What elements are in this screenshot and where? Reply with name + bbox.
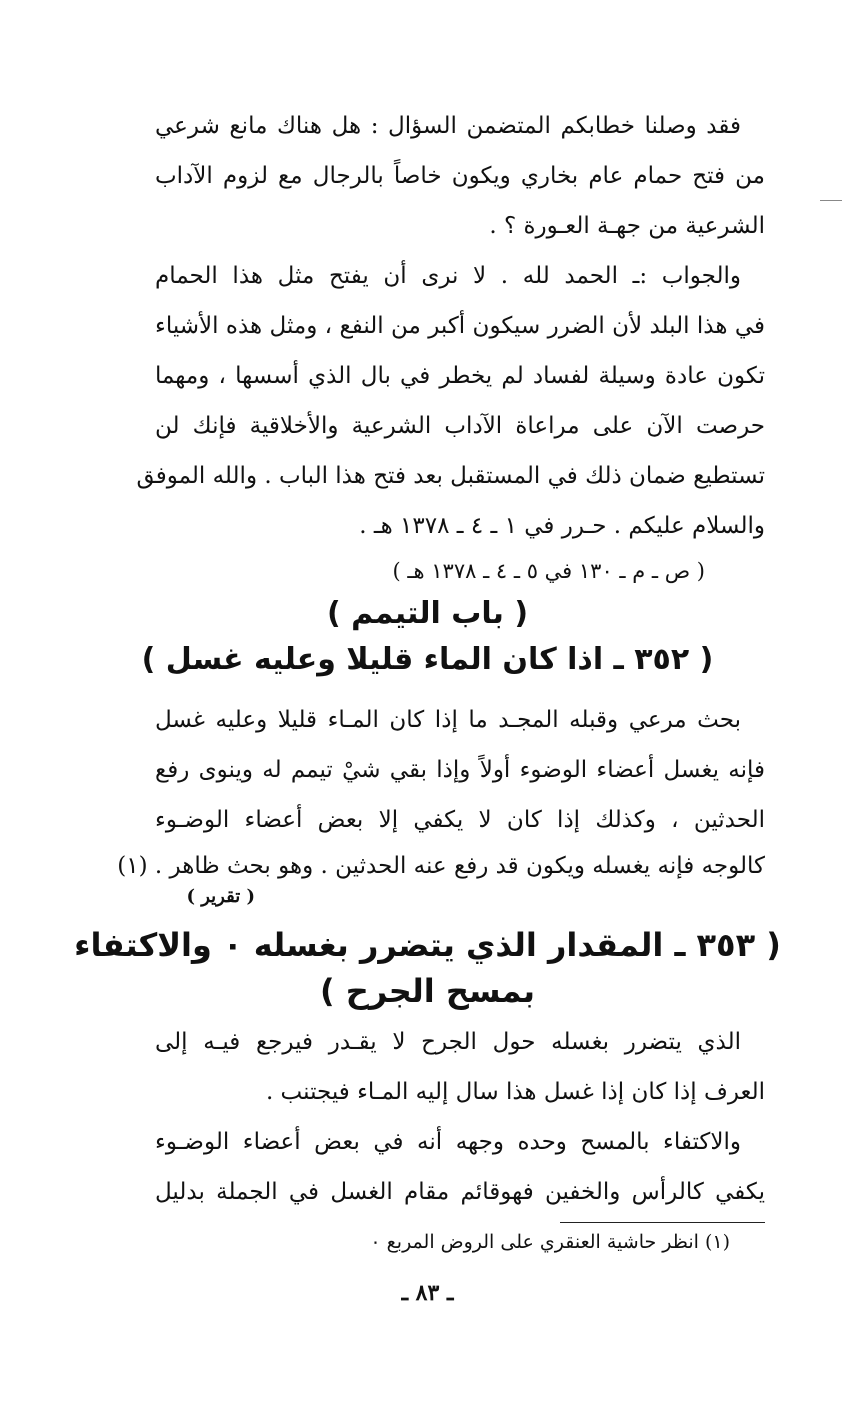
section-353-title: ( ٣٥٣ ـ المقدار الذي يتضرر بغسله ٠ والاكتفاء [74,926,781,964]
body-line: من فتح حمام عام بخاري ويكون خاصاً بالرجال مع لزوم الآداب [155,163,765,189]
chapter-title: ( باب التيمم ) [326,596,529,631]
footnote-separator [560,1222,765,1223]
body-line: تكون عادة وسيلة لفساد لم يخطر في بال الذي أسسها ، ومهما [155,363,765,389]
body-line: الحدثين ، وكذلك إذا كان لا يكفي إلا بعض أعضاء الوضـوء [155,807,765,833]
section-352-title: ( ٣٥٢ ـ اذا كان الماء قليلا وعليه غسل ) [141,642,714,677]
body-line: فقد وصلنا خطابكم المتضمن السؤال : هل هناك مانع شرعي [155,113,741,139]
body-line: العرف إذا كان إذا غسل هذا سال إليه المـاء فيجتنب . [265,1079,765,1105]
body-line: تستطيع ضمان ذلك في المستقبل بعد فتح هذا الباب . والله الموفق [136,463,765,489]
body-line: فإنه يغسل أعضاء الوضوء أولاً وإذا بقي شيْ تيمم له وينوى رفع [155,757,765,783]
body-line: والاكتفاء بالمسح وحده وجهه أنه في بعض أعضاء الوضـوء [155,1129,741,1155]
body-line: في هذا البلد لأن الضرر سيكون أكبر من النفع ، ومثل هذه الأشياء [155,313,765,339]
footnote: (١) انظر حاشية العنقري على الروض المربع ٠ [370,1231,730,1253]
reference-note: ( ص ـ م ـ ١٣٠ في ٥ ـ ٤ ـ ١٣٧٨ هـ ) [392,559,705,583]
body-line: والجواب :ـ الحمد لله . لا نرى أن يفتح مثل هذا الحمام [155,263,741,289]
body-line: الذي يتضرر بغسله حول الجرح لا يقـدر فيرجع فيـه إلى [155,1029,741,1055]
margin-mark [820,200,842,201]
body-line: والسلام عليكم . حـرر في ١ ـ ٤ ـ ١٣٧٨ هـ . [359,513,765,539]
body-line: يكفي كالرأس والخفين فهوقائم مقام الغسل في الجملة بدليل [155,1179,765,1205]
body-line: حرصت الآن على مراعاة الآداب الشرعية والأخلاقية فإنك لن [155,413,765,439]
taqrir-label: ( تقرير ) [186,886,255,907]
section-353-title-continued: بمسح الجرح ) [319,972,535,1010]
body-line: كالوجه فإنه يغسله ويكون قد رفع عنه الحدثين . وهو بحث ظاهر . (١) [117,853,765,879]
body-line: بحث مرعي وقبله المجـد ما إذا كان المـاء قليلا وعليه غسل [155,707,741,733]
page-number: ـ ٨٣ ـ [401,1280,454,1306]
body-line: الشرعية من جهـة العـورة ؟ . [489,213,765,239]
